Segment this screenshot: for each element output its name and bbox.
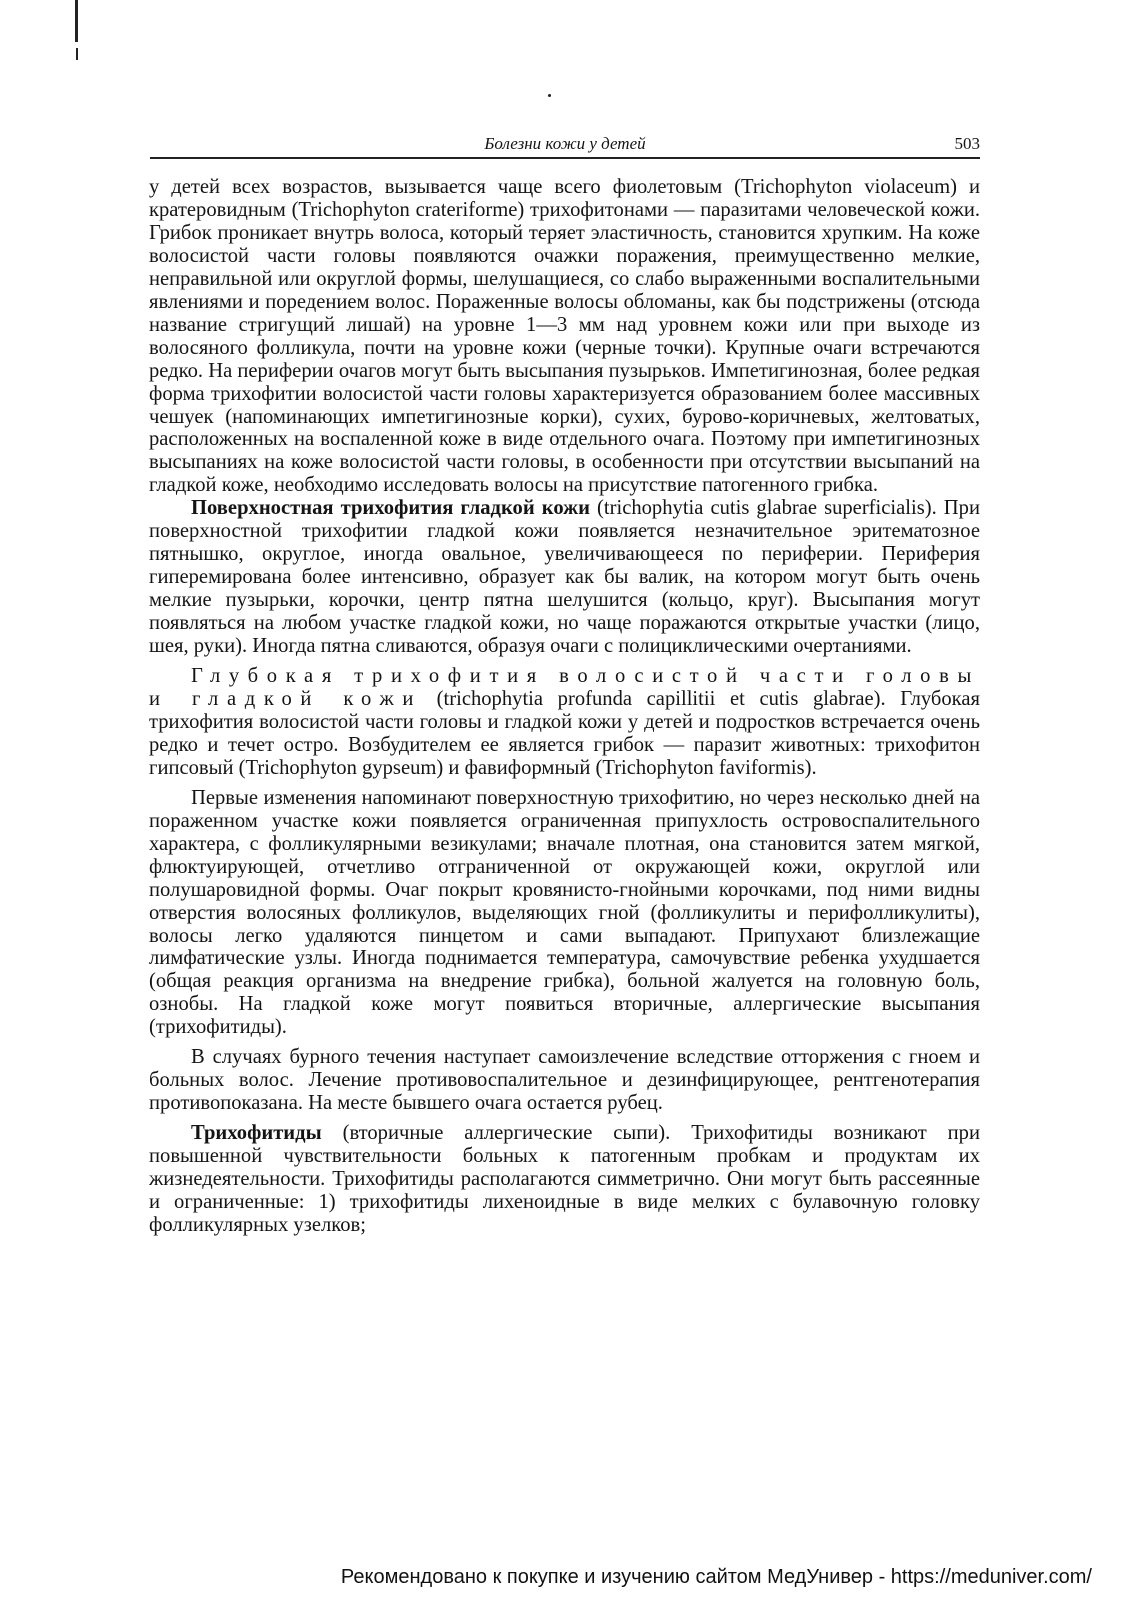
paragraph-text: В случаях бурного течения наступает самоизлечение вследствие отторжения с гноем и больных волос. Лечение противовоспалительное и дезинфицирующее, рентгенотерапия противопоказана. На месте бывшего очага остается рубец. (149, 1046, 980, 1115)
footer-recommendation: Рекомендовано к покупке и изучению сайтом МедУнивер - https://meduniver.com/ (340, 1566, 1092, 1588)
section-heading: Трихофитиды (191, 1122, 322, 1145)
paragraph (149, 497, 980, 658)
paragraph (149, 176, 980, 497)
scan-edge-mark (75, 0, 78, 42)
body-text (149, 176, 980, 1237)
page-header (150, 134, 980, 156)
header-rule (150, 157, 980, 159)
paragraph (149, 1122, 980, 1237)
scan-dot (548, 94, 551, 97)
section-heading: Поверхностная трихофития гладкой кожи (191, 497, 590, 520)
section-heading: Глубокая трихофития волосистой части головы и гладкой кожи (149, 665, 980, 710)
paragraph (149, 665, 980, 780)
scan-edge-mark (76, 48, 78, 60)
paragraph-text: (trichophytia profunda capillitii et cutis glabrae). Глубокая трихофития волосистой части головы и гладкой кожи у детей и подростков встречается очень редко и течет остро. Возбудителем ее является грибок — паразит животных: трихофитон гипсовый (Trichophyton gypseum) и фавиформный (Trichophyton faviformis). (149, 687, 980, 779)
paragraph-text: Первые изменения напоминают поверхностную трихофитию, но через несколько дней на пораженном участке кожи появляется ограниченная припухлость островоспалительного характера, с фолликулярными везикулами; вначале плотная, она становится затем мягкой, флюктуирующей, отчетливо отграниченной от окружающей кожи, округлой или полушаровидной формы. Очаг покрыт кровянисто-гнойными корочками, под ними видны отверстия волосяных фолликулов, выделяющих гной (фолликулиты и перифолликулиты), волосы легко удаляются пинцетом и сами выпадают. Припухают близлежащие лимфатические узлы. Иногда поднимается температура, самочувствие ребенка ухудшается (общая реакция организма на внедрение грибка), больной жалуется на головную боль, ознобы. На гладкой коже могут появиться вторичные, аллергические высыпания (трихофитиды). (149, 786, 980, 1039)
paragraph-text: у детей всех возрастов, вызывается чаще всего фиолетовым (Trichophyton violaceum) и кратеровидным (Trichophyton crateriforme) трихофитонами — паразитами человеческой кожи. Грибок проникает внутрь волоса, который теряет эластичность, становится хрупким. На коже волосистой части головы появляются очажки поражения, преимущественно мелкие, неправильной или округлой формы, шелушащиеся, со слабо выраженными воспалительными явлениями и поредением волос. Пораженные волосы обломаны, как бы подстрижены (отсюда название стригущий лишай) на уровне 1—3 мм над уровнем кожи или при выходе из волосяного фолликула, почти на уровне кожи (черные точки). Крупные очаги встречаются редко. На периферии очагов могут быть высыпания пузырьков. Импетигинозная, более редкая форма трихофитии волосистой части головы характеризуется образованием более массивных чешуек (напоминающих импетигинозные корки), сухих, бурово-коричневых, желтоватых, расположенных на воспаленной коже в виде отдельного очага. Поэтому при импетигинозных высыпаниях на коже волосистой части головы, в особенности при отсутствии высыпаний на гладкой коже, необходимо исследовать волосы на присутствие патогенного грибка. (149, 176, 980, 497)
paragraph-text: (вторичные аллергические сыпи). Трихофитиды возникают при повышенной чувствительности больных к патогенным пробкам и продуктам их жизнедеятельности. Трихофитиды располагаются симметрично. Они могут быть рассеянные и ограниченные: 1) трихофитиды лихеноидные в виде мелких с булавочную головку фолликулярных узелков; (149, 1122, 980, 1236)
paragraph-text: (trichophytia cutis glabrae superficialis). При поверхностной трихофитии гладкой кожи появляется незначительное эритематозное пятнышко, округлое, иногда овальное, увеличивающееся по периферии. Периферия гиперемирована более интенсивно, образует как бы валик, на котором могут быть очень мелкие пузырьки, корочки, центр пятна шелушится (кольцо, круг). Высыпания могут появляться на любом участке гладкой кожи, но чаще поражаются открытые участки (лицо, шея, руки). Иногда пятна сливаются, образуя очаги с полициклическими очертаниями. (149, 497, 980, 658)
page-number: 503 (954, 134, 980, 153)
paragraph (149, 787, 980, 1039)
paragraph (149, 1046, 980, 1115)
running-title: Болезни кожи у детей (484, 134, 646, 153)
